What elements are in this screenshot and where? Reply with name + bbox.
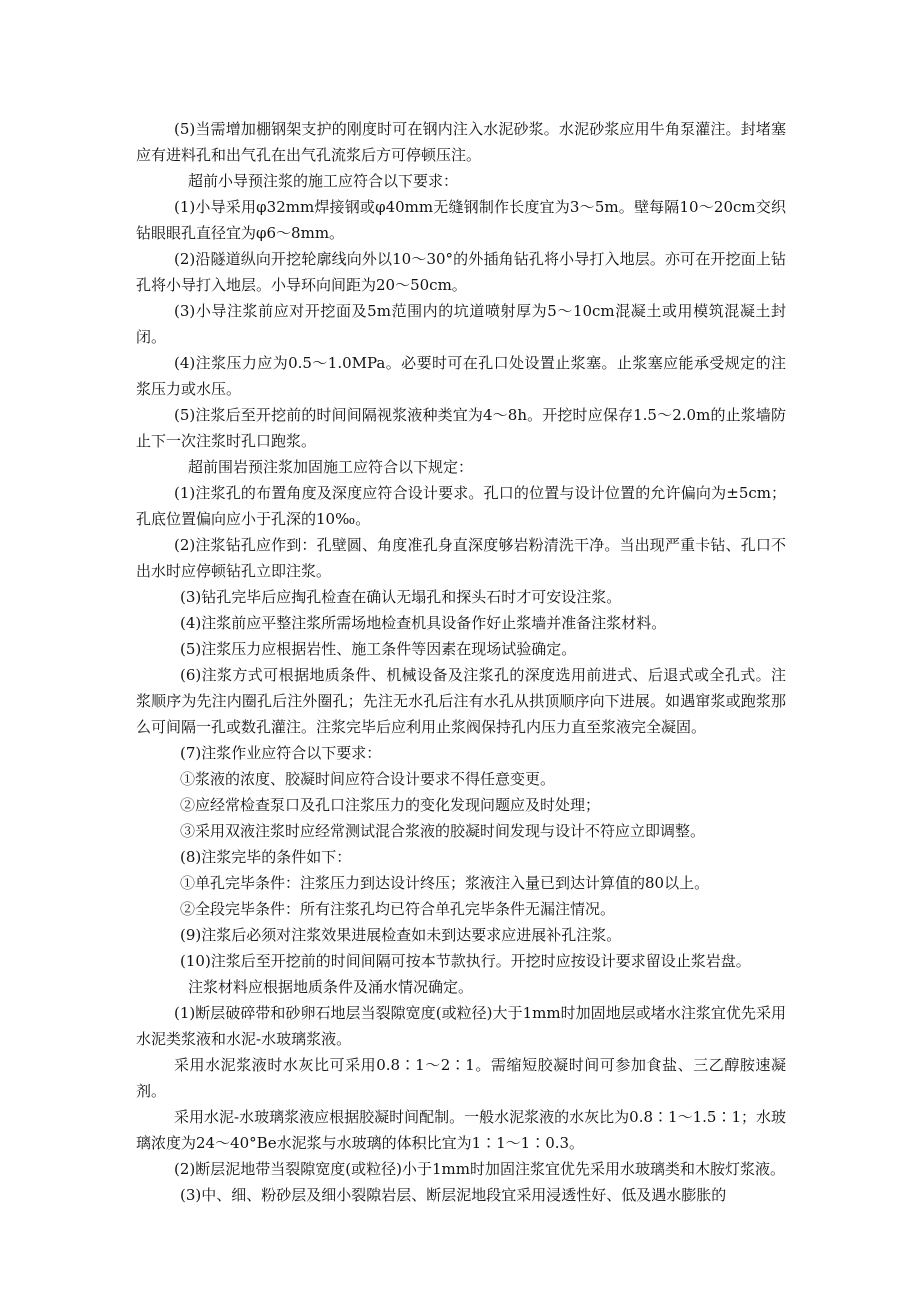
- list-item: ③采用双液注浆时应经常测试混合浆液的胶凝时间发现与设计不符应立即调整。: [180, 822, 706, 840]
- list-item: ②全段完毕条件：所有注浆孔均已符合单孔完毕条件无漏注情况。: [180, 900, 616, 918]
- paragraph: (10)注浆后至开挖前的时间间隔可按本节款执行。开挖时应按设计要求留设止浆岩盘。: [180, 952, 751, 970]
- paragraph: (5)当需增加棚钢架支护的刚度时可在钢内注入水泥砂浆。水泥砂浆应用牛角泵灌注。封堵塞应有进料孔和出气孔在出气孔流浆后方可停顿压注。: [136, 120, 786, 164]
- list-item: ①浆液的浓度、胶凝时间应符合设计要求不得任意变更。: [180, 770, 556, 788]
- section-heading: 超前小导预注浆的施工应符合以下要求：: [188, 172, 459, 190]
- list-item: ②应经常检查泵口及孔口注浆压力的变化发现问题应及时处理；: [180, 796, 601, 814]
- paragraph: (5)注浆压力应根据岩性、施工条件等因素在现场试验确定。: [180, 640, 577, 658]
- paragraph: (2)断层泥地带当裂隙宽度(或粒径)小于1mm时加固注浆宜优先采用水玻璃类和木胺灯浆液。: [174, 1160, 785, 1178]
- paragraph: (3)钻孔完毕后应掏孔检查在确认无塌孔和探头石时才可安设注浆。: [180, 588, 622, 606]
- paragraph: (3)中、细、粉砂层及细小裂隙岩层、断层泥地段宜采用浸透性好、低及遇水膨胀的: [180, 1186, 727, 1204]
- list-item: ①单孔完毕条件：注浆压力到达设计终压；浆液注入量已到达计算值的80以上。: [180, 874, 710, 892]
- paragraph: 采用水泥浆液时水灰比可采用0.8∶1～2∶1。需缩短胶凝时间可参加食盐、三乙醇胺速凝剂。: [136, 1056, 786, 1100]
- paragraph: (7)注浆作业应符合以下要求：: [180, 744, 382, 762]
- paragraph: (5)注浆后至开挖前的时间间隔视浆液种类宜为4～8h。开挖时应保存1.5～2.0m的止浆墙防止下一次注浆时孔口跑浆。: [136, 406, 786, 450]
- paragraph: (1)注浆孔的布置角度及深度应符合设计要求。孔口的位置与设计位置的允许偏向为±5cm；孔底位置偏向应小于孔深的10‰。: [136, 484, 786, 528]
- paragraph: (2)注浆钻孔应作到：孔壁圆、角度准孔身直深度够岩粉清洗干净。当出现严重卡钻、孔口不出水时应停顿钻孔立即注浆。: [136, 536, 786, 580]
- section-heading: 注浆材料应根据地质条件及涌水情况确定。: [188, 978, 474, 996]
- section-heading: 超前围岩预注浆加固施工应符合以下规定：: [188, 458, 474, 476]
- paragraph: (2)沿隧道纵向开挖轮廓线向外以10～30°的外插角钻孔将小导打入地层。亦可在开挖面上钻孔将小导打入地层。小导环向间距为20～50cm。: [136, 250, 786, 294]
- paragraph: (1)断层破碎带和砂卵石地层当裂隙宽度(或粒径)大于1mm时加固地层或堵水注浆宜优先采用水泥类浆液和水泥-水玻璃浆液。: [136, 1004, 786, 1048]
- paragraph: (6)注浆方式可根据地质条件、机械设备及注浆孔的深度选用前进式、后退式或全孔式。注浆顺序为先注内圈孔后注外圈孔；先注无水孔后注有水孔从拱顶顺序向下进展。如遇窜浆或跑浆那么可间隔一孔或数孔灌注。注浆完毕后应利用止浆阀保持孔内压力直至浆液完全凝固。: [136, 666, 786, 736]
- paragraph: (9)注浆后必须对注浆效果进展检查如未到达要求应进展补孔注浆。: [180, 926, 622, 944]
- paragraph: (3)小导注浆前应对开挖面及5m范围内的坑道喷射厚为5～10cm混凝土或用模筑混凝土封闭。: [136, 302, 786, 346]
- paragraph: (4)注浆前应平整注浆所需场地检查机具设备作好止浆墙并准备注浆材料。: [180, 614, 667, 632]
- paragraph: (1)小导采用φ32mm焊接钢或φ40mm无缝钢制作长度宜为3～5m。壁每隔10～20cm交织钻眼眼孔直径宜为φ6～8mm。: [136, 198, 786, 242]
- document-body: [136, 116, 786, 1208]
- paragraph: (4)注浆压力应为0.5～1.0MPa。必要时可在孔口处设置止浆塞。止浆塞应能承受规定的注浆压力或水压。: [136, 354, 786, 398]
- paragraph: (8)注浆完毕的条件如下：: [180, 848, 352, 866]
- paragraph: 采用水泥-水玻璃浆液应根据胶凝时间配制。一般水泥浆液的水灰比为0.8∶1～1.5∶1；水玻璃浓度为24～40°Be水泥浆与水玻璃的体积比宜为1∶1～1∶0.3。: [136, 1108, 786, 1152]
